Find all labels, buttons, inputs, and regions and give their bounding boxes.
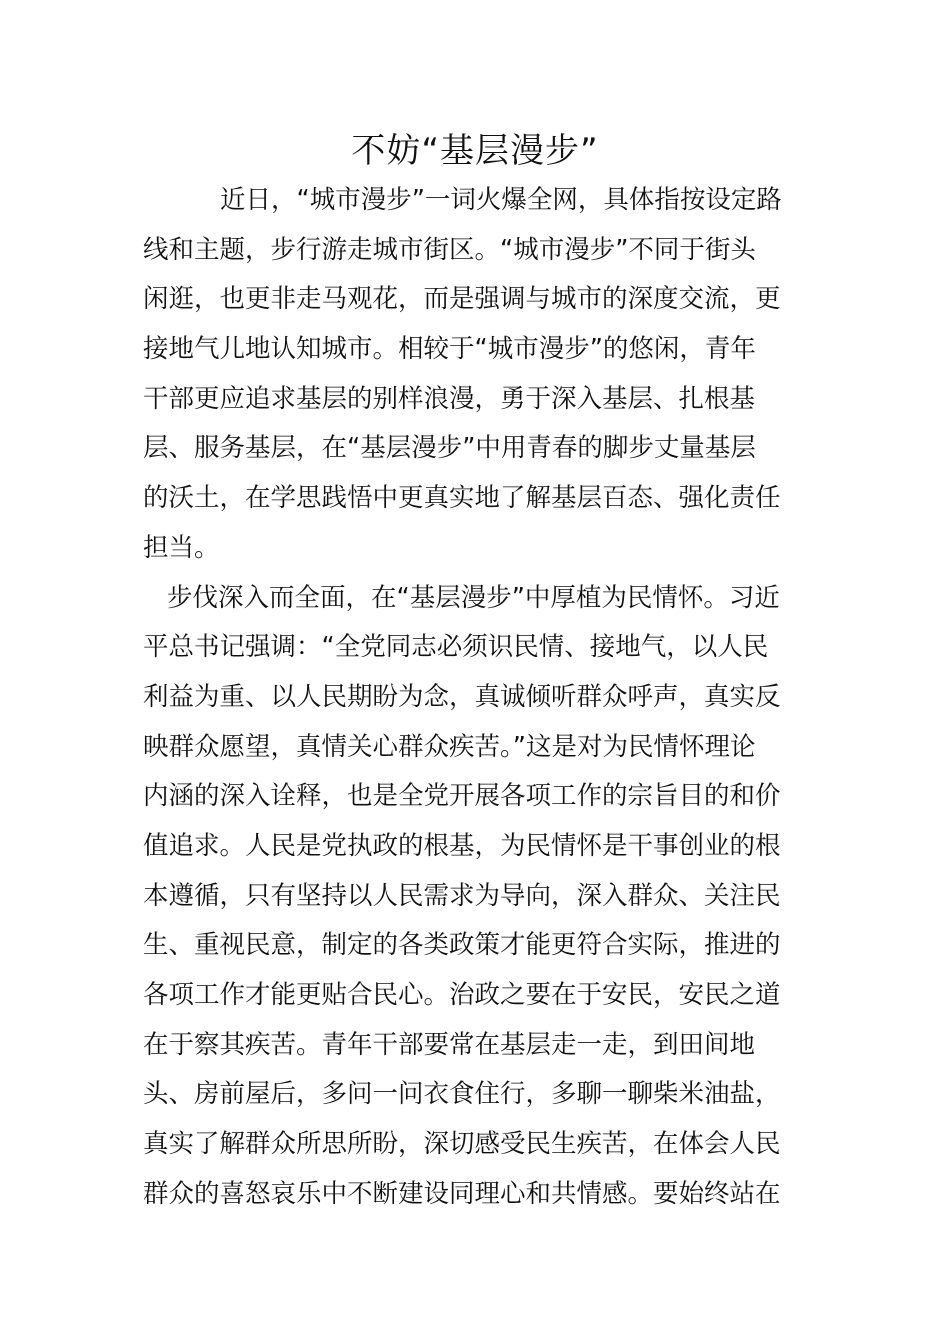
text-line: 本遵循，只有坚持以人民需求为导向，深入群众、关注民	[143, 880, 781, 911]
text-line: 接地气儿地认知城市。相较于“城市漫步”的悠闲，青年	[143, 334, 756, 365]
text-line: 真实了解群众所思所盼，深切感受民生疾苦，在体会人民	[143, 1129, 781, 1160]
text-line: 线和主题，步行游走城市街区。“城市漫步”不同于街头	[143, 234, 756, 265]
text-line: 值追求。人民是党执政的根基，为民情怀是干事创业的根	[143, 830, 781, 861]
text-line: 群众的喜怒哀乐中不断建设同理心和共情感。要始终站在	[143, 1178, 781, 1209]
text-line: 闲逛，也更非走马观花，而是强调与城市的深度交流，更	[143, 284, 781, 315]
text-line: 近日，“城市漫步”一词火爆全网，具体指按设定路	[220, 185, 782, 215]
text-line: 干部更应追求基层的别样浪漫，勇于深入基层、扎根基	[143, 383, 756, 414]
text-line: 各项工作才能更贴合民心。治政之要在于安民，安民之道	[143, 980, 781, 1010]
text-line: 步伐深入而全面，在“基层漫步”中厚植为民情怀。习近	[167, 582, 780, 613]
text-line: 映群众愿望，真情关心群众疾苦。”这是对为民情怀理论	[143, 731, 756, 762]
text-line: 在于察其疾苦。青年干部要常在基层走一走，到田间地	[143, 1029, 756, 1060]
page-title: 不妨“基层漫步”	[351, 131, 599, 171]
text-line: 内涵的深入诠释，也是全党开展各项工作的宗旨目的和价	[143, 781, 781, 812]
text-line: 利益为重、以人民期盼为念，真诚倾听群众呼声，真实反	[143, 681, 781, 712]
text-line: 生、重视民意，制定的各类政策才能更符合实际，推进的	[143, 930, 781, 961]
text-line: 头、房前屋后，多问一问衣食住行，多聊一聊柴米油盐，	[143, 1079, 781, 1110]
text-line: 层、服务基层，在“基层漫步”中用青春的脚步丈量基层	[143, 433, 756, 464]
text-line: 平总书记强调：“全党同志必须识民情、接地气，以人民	[143, 632, 769, 663]
article-body	[143, 176, 807, 1219]
text-line: 的沃土，在学思践悟中更真实地了解基层百态、强化责任	[143, 483, 781, 514]
text-line: 担当。	[143, 532, 220, 563]
